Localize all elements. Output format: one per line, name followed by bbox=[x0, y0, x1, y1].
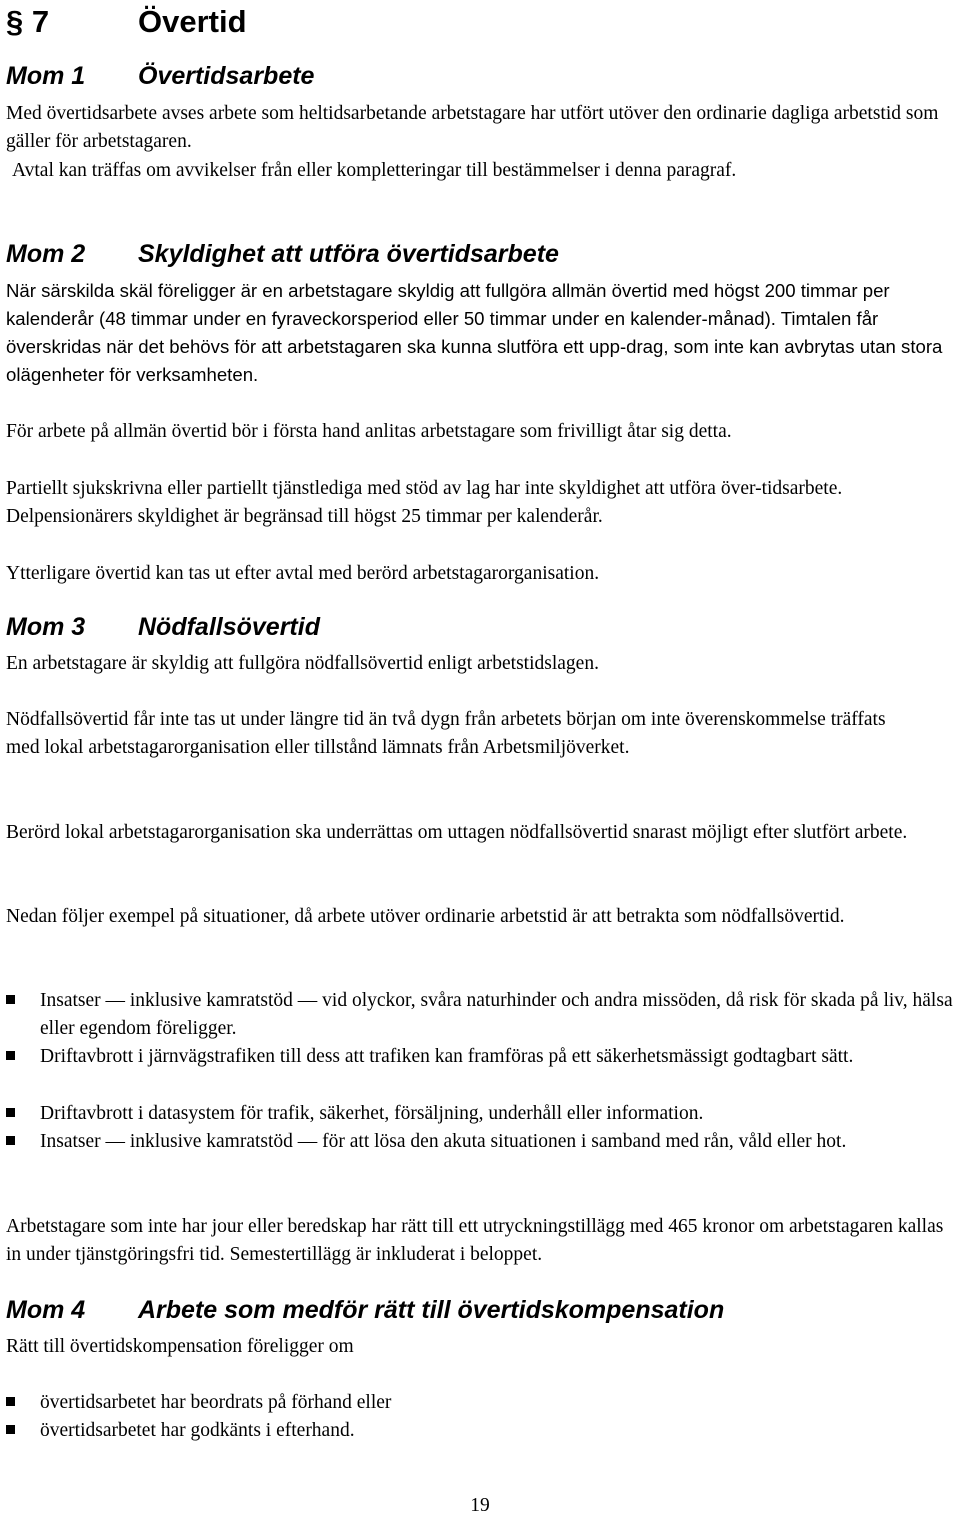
square-bullet-icon bbox=[6, 1397, 15, 1406]
paragraph: En arbetstagare är skyldig att fullgöra nödfallsövertid enligt arbetstidslagen. bbox=[6, 653, 599, 674]
section-title: Nödfallsövertid bbox=[138, 613, 320, 641]
square-bullet-icon bbox=[6, 1136, 15, 1145]
square-bullet-icon bbox=[6, 1051, 15, 1060]
paragraph: För arbete på allmän övertid bör i första hand anlitas arbetstagare som frivilligt åtar sig detta. bbox=[6, 421, 732, 442]
section-title: Övertidsarbete bbox=[138, 62, 315, 90]
list-item-text: Insatser — inklusive kamratstöd — för att lösa den akuta situationen i samband med rån, våld eller hot. bbox=[40, 1131, 847, 1152]
section-number: Mom 4 bbox=[6, 1296, 86, 1324]
page-number: 19 bbox=[470, 1495, 490, 1516]
paragraph: Rätt till övertidskompensation föreligger om bbox=[6, 1336, 354, 1357]
paragraph: Med övertidsarbete avses arbete som heltidsarbetande arbetstagare har utfört utöver den ordinarie dagliga arbetstid som gäller för arbetstagaren. bbox=[6, 103, 939, 152]
list-item-text: Driftavbrott i datasystem för trafik, säkerhet, försäljning, underhåll eller information. bbox=[40, 1103, 704, 1124]
paragraph: När särskilda skäl föreligger är en arbetstagare skyldig att fullgöra allmän övertid med högst 200 timmar per kalenderår (48 timmar under en fyraveckorsperiod eller 50 timmar under en kalender-månad). Timtalen får överskridas när det behövs för att arbetstagaren ska kunna slutföra ett upp-drag, som inte kan avbrytas utan stora olägenheter för verksamheten. bbox=[6, 280, 943, 385]
chapter-title: Övertid bbox=[138, 4, 247, 39]
paragraph: Berörd lokal arbetstagarorganisation ska underrättas om uttagen nödfallsövertid snarast möjligt efter slutfört arbete. bbox=[6, 822, 908, 843]
section-number: Mom 2 bbox=[6, 240, 86, 268]
list-item-text: övertidsarbetet har beordrats på förhand eller bbox=[40, 1392, 392, 1413]
list-item-text: Driftavbrott i järnvägstrafiken till dess att trafiken kan framföras på ett säkerhetsmässigt godtagbart sätt. bbox=[40, 1046, 854, 1067]
paragraph: Arbetstagare som inte har jour eller beredskap har rätt till ett utryckningstillägg med 465 kronor om arbetstagaren kallas in under tjänstgöringsfri tid. Semestertillägg är inkluderat i beloppet. bbox=[6, 1216, 944, 1265]
chapter-number: § 7 bbox=[6, 4, 50, 39]
paragraph: Nödfallsövertid får inte tas ut under längre tid än två dygn från arbetets början om inte överenskommelse träffats med lokal arbetstagarorganisation eller tillstånd lämnats från Arbetsmiljöverket. bbox=[6, 709, 886, 758]
paragraph: Ytterligare övertid kan tas ut efter avtal med berörd arbetstagarorganisation. bbox=[6, 563, 600, 584]
paragraph: Nedan följer exempel på situationer, då arbete utöver ordinarie arbetstid är att betrakta som nödfallsövertid. bbox=[6, 906, 845, 927]
section-title: Skyldighet att utföra övertidsarbete bbox=[138, 240, 559, 268]
section-number: Mom 3 bbox=[6, 613, 86, 641]
list-item-text: övertidsarbetet har godkänts i efterhand. bbox=[40, 1420, 355, 1441]
list-item-text: Insatser — inklusive kamratstöd — vid olyckor, svåra naturhinder och andra missöden, då risk för skada på liv, hälsa eller egendom föreligger. bbox=[40, 990, 953, 1039]
section-title: Arbete som medför rätt till övertidskompensation bbox=[138, 1296, 725, 1324]
square-bullet-icon bbox=[6, 1108, 15, 1117]
paragraph: Avtal kan träffas om avvikelser från eller kompletteringar till bestämmelser i denna paragraf. bbox=[12, 160, 737, 181]
square-bullet-icon bbox=[6, 1425, 15, 1434]
square-bullet-icon bbox=[6, 995, 15, 1004]
paragraph: Partiellt sjukskrivna eller partiellt tjänstlediga med stöd av lag har inte skyldighet att utföra över-tidsarbete. Delpensionärers skyldighet är begränsad till högst 25 timmar per kalenderår. bbox=[6, 478, 843, 527]
section-number: Mom 1 bbox=[6, 62, 86, 90]
